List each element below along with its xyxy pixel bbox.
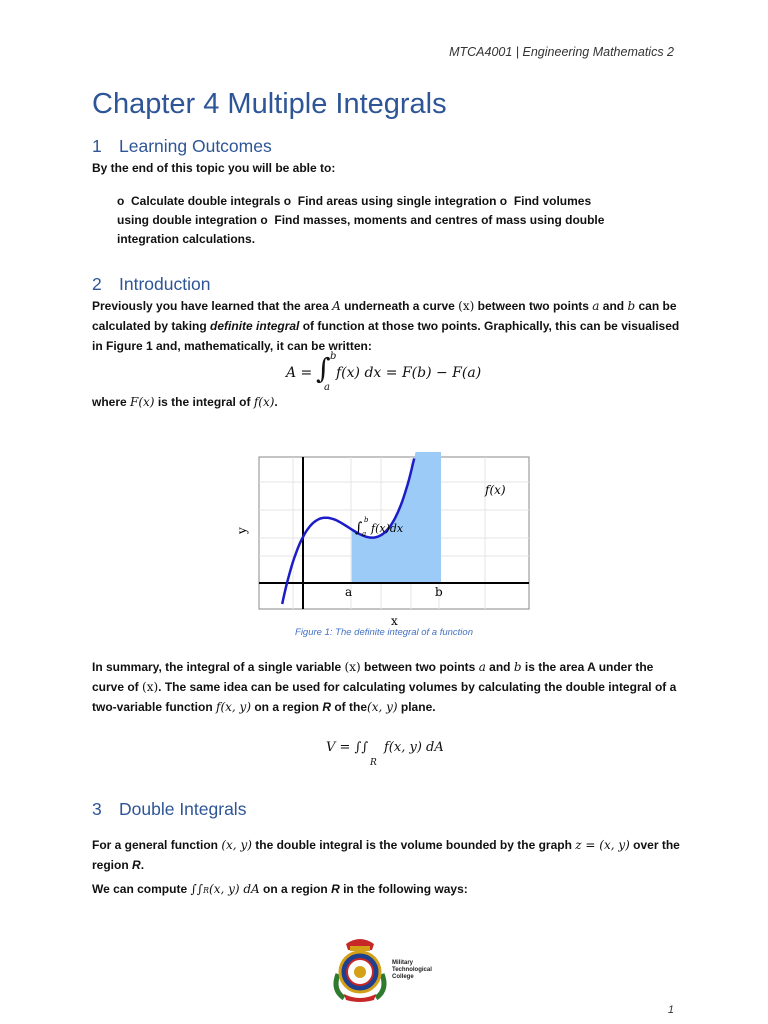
compute-paragraph: We can compute ∫∫R(x, y) dA on a region R in the following ways: [92, 882, 468, 896]
section-title: Introduction [119, 274, 211, 294]
section-heading-learning-outcomes [92, 136, 272, 157]
bullet-glyph: o [499, 194, 508, 208]
section-heading-introduction [92, 274, 210, 295]
logo-text-line: College [392, 974, 414, 980]
outcome-item: Find volumes using double integration [117, 194, 592, 227]
equation-rhs: f(x) dx = F(b) − F(a) [336, 365, 482, 381]
equation-lower-limit: a [324, 382, 330, 393]
section-title: Learning Outcomes [119, 136, 272, 156]
bullet-glyph: o [283, 194, 292, 208]
section-number: 2 [92, 274, 102, 294]
outcomes-intro: By the end of this topic you will be able to: [92, 161, 336, 175]
chapter-title: Chapter 4 Multiple Integrals [92, 88, 447, 120]
area-label-body: f(x)dx [371, 522, 404, 535]
area-integral-sign: ∫ [355, 520, 363, 536]
area-label-upper: b [364, 516, 369, 524]
curve-label: f(x) [485, 483, 506, 497]
bullet-glyph: o [260, 213, 268, 227]
volume-equation-lhs: V = ∫∫ [326, 740, 369, 755]
section-title: Double Integrals [119, 799, 247, 819]
where-line: where F(x) is the integral of f(x). [92, 395, 278, 409]
integral-sign: ∫ [316, 352, 331, 385]
tick-label-a: a [345, 585, 353, 599]
outcomes-list [117, 192, 607, 249]
figure-caption: Figure 1: The definite integral of a function [295, 627, 473, 638]
area-label-lower: a [362, 530, 367, 538]
logo-text-line: Military [392, 960, 414, 966]
section-number: 3 [92, 799, 102, 819]
definite-integral-figure [235, 452, 535, 628]
double-integral-paragraph: For a general function (x, y) the double integral is the volume bounded by the graph z = (x, y) over the region R. [92, 838, 680, 872]
section-number: 1 [92, 136, 102, 156]
outcome-item: Find masses, moments and centres of mass using double integration calculations. [117, 213, 605, 246]
volume-equation-rhs: f(x, y) dA [384, 740, 444, 755]
y-axis-label: y [235, 527, 249, 534]
summary-paragraph: In summary, the integral of a single variable (x) between two points a and b is the area A under the curve of (x). The same idea can be used for calculating volumes by calculating the double integral of a two-variable function f(x, y) on a region R of the(x, y) plane. [92, 660, 677, 714]
running-header: MTCA4001 | Engineering Mathematics 2 [449, 45, 674, 59]
outcome-item: Find areas using single integration [297, 194, 497, 208]
intro-paragraph: Previously you have learned that the area A underneath a curve (x) between two points a and b can be calculated by taking definite integral of function at those two points. Graphically, this can be visualised in Figure 1 and, mathematically, it can be written: [92, 299, 680, 353]
volume-equation-sub: R [370, 758, 377, 768]
logo-text-line: Technological [392, 967, 432, 973]
tick-label-b: b [435, 585, 443, 599]
crest-icon [330, 934, 390, 1002]
equation-upper-limit: b [330, 351, 337, 362]
x-axis-label: x [391, 614, 398, 628]
bullet-glyph: o [117, 194, 125, 208]
section-heading-double-integrals [92, 799, 246, 820]
equation-lhs: A = [286, 365, 313, 381]
outcome-item: Calculate double integrals [131, 194, 281, 208]
page-number: 1 [667, 1004, 674, 1016]
college-logo [330, 934, 440, 1002]
